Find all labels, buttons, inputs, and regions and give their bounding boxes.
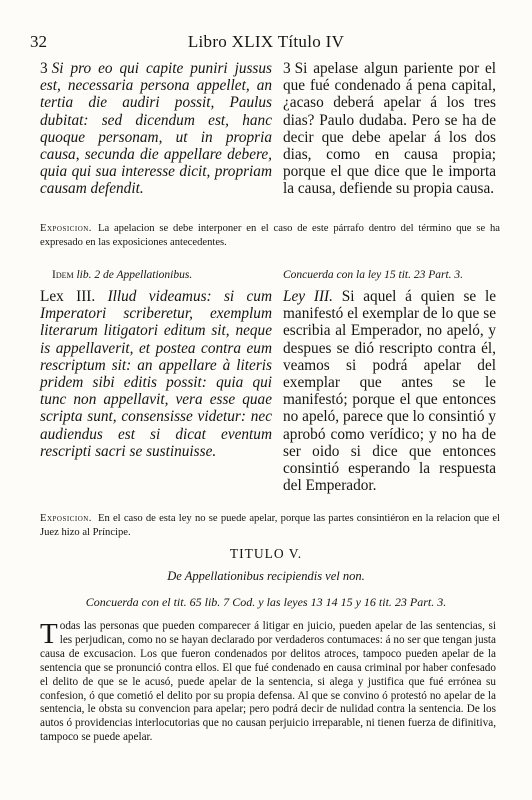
body-text: odas las personas que pueden comparecer á litigar en juicio, pueden apelar de las sentencias, si les perjudican, como no se hayan declarado por verdaderos contumaces: á no ser que tengan justa causa de excusacion. Los que fueron condenados por delitos atroces, tampoco pueden apelar de la sentencia que se pronunció contra ellos. El que fué condenado en causa criminal por haber confesado el delito de que se le acusó, puede apelar de la sentencia, si alega y justifica que fué errónea su confesion, ó que cometió el delito por su propia defensa. Al que se convino ó protestó no apelar de la sentencia, le obsta su convencion para apelar; pero podrá decir de nulidad contra la sentencia. De los autos ó providencias interlocutorias que no causan perjuicio irreparable, ni tienen fuerza de difinitiva, tampoco se puede apelar.: [40, 620, 496, 744]
lex-text: Illud videamus: si cum Imperatori scriberetur, exemplum literarum litigatori editum sit, neque is appellaverit, et postea contra eum rescriptum sit: an appellare à literis pridem sibi editis possit: quia qui tunc non appellavit, vera esse quae scripta sunt, consensisse videtur: nec audiendus est si dicat eventum rescripti sacri se sustinuisse.: [40, 288, 273, 460]
spanish-paragraph-text: Si apelase algun pariente por el que fué condenado á pena capital, ¿acaso deberá apelar á los tres dias? Paulo dudaba. Pero se ha de decir que debe apelar á los dos dias, como en causa propia; porque el que dice que le importa la causa, defiende su propia causa.: [283, 60, 496, 198]
lex-3: [40, 288, 272, 460]
exposition-2: [40, 512, 500, 540]
lex-heading: Lex III.: [40, 288, 96, 305]
page-header: [30, 32, 502, 54]
concordance-reference: Concuerda con la ley 15 tit. 23 Part. 3.: [283, 269, 464, 281]
spanish-paragraph-number: 3: [283, 60, 291, 77]
exposition-text: En el caso de esta ley no se puede apelar, porque las partes consintiéron en la relacion que el Juez hizo al Príncipe.: [40, 513, 500, 538]
exposition-label: Exposicion.: [40, 513, 92, 524]
source-reference: [52, 269, 262, 281]
ley-text: Si aquel á quien se le manifestó el exemplar de lo que se escribia al Emperador, no apeló, y despues se dió rescripto contra él, veamos si podrá apelar del exemplar que antes se le manifestó; porque el que entonces no apeló, parece que lo consintió y aprobó como verídico; y no ha de ser oido si dice que entonces consintió esperando la respuesta del Emperador.: [283, 288, 496, 495]
spanish-paragraph-3: [283, 60, 496, 198]
body-paragraph: [40, 620, 496, 745]
drop-cap: T: [40, 618, 58, 650]
title-heading: TITULO V.: [229, 546, 303, 561]
latin-paragraph-3: [40, 60, 272, 198]
source-idem: Idem: [52, 269, 74, 281]
running-title: Libro XLIX Título IV: [187, 32, 345, 51]
ley-3: [283, 288, 496, 494]
exposition-text: La apelacion se debe interponer en el caso de este párrafo dentro del término que se ha expresado en las exposiciones antecedentes.: [40, 223, 500, 248]
latin-paragraph-text: Si pro eo qui capite puniri jussus est, necessaria persona appellet, an tertia die audiri possit, Paulus dubitat: sed dicendum est, hanc quoque personam, ut in propria causa, secunda die appellare debere, quia qui sua interesse dicit, propriam causam defendit.: [40, 60, 272, 198]
title-concordance: Concuerda con el tit. 65 lib. 7 Cod. y las leyes 13 14 15 y 16 tit. 23 Part. 3.: [85, 595, 447, 609]
title-subtitle: De Appellationibus recipiendis vel non.: [167, 569, 365, 583]
exposition-1: [40, 222, 500, 250]
ley-heading: Ley III.: [283, 288, 333, 305]
exposition-label: Exposicion.: [40, 223, 92, 234]
latin-paragraph-number: 3: [40, 60, 48, 77]
source-text: lib. 2 de Appellationibus.: [76, 269, 193, 281]
page-number: 32: [30, 32, 47, 51]
